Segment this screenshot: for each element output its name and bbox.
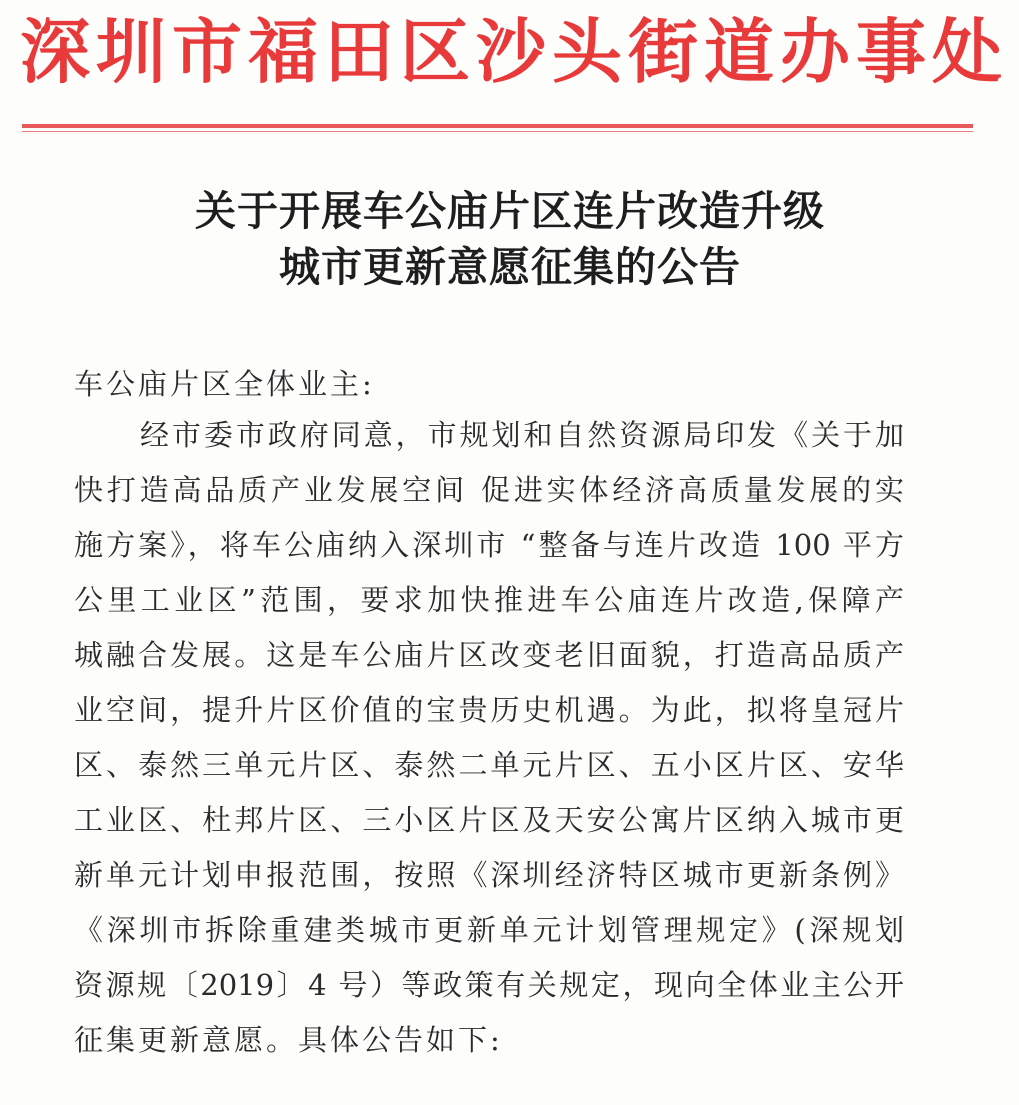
- body-line: 资源规〔2019〕4 号）等政策有关规定，现向全体业主公开: [74, 968, 904, 1002]
- body-line: 城融合发展。这是车公庙片区改变老旧面貌，打造高品质产: [74, 638, 904, 672]
- body-line: 工业区、杜邦片区、三小区片区及天安公寓片区纳入城市更: [74, 803, 904, 837]
- body-line: 业空间，提升片区价值的宝贵历史机遇。为此，拟将皇冠片: [74, 693, 904, 727]
- body-line: 《深圳市拆除重建类城市更新单元计划管理规定》(深规划: [74, 913, 904, 947]
- body-line: 经市委市政府同意，市规划和自然资源局印发《关于加: [140, 418, 904, 452]
- document-title-line-1: 关于开展车公庙片区连片改造升级: [195, 187, 825, 235]
- letterhead-org-name: 深圳市福田区沙头街道办事处: [20, 10, 1008, 93]
- salutation: 车公庙片区全体业主:: [74, 367, 375, 401]
- body-line: 公里工业区”范围，要求加快推进车公庙连片改造,保障产: [74, 583, 904, 617]
- body-line: 新单元计划申报范围，按照《深圳经济特区城市更新条例》: [74, 858, 904, 892]
- body-line: 区、泰然三单元片区、泰然二单元片区、五小区片区、安华: [74, 748, 904, 782]
- letterhead-rule-thin: [22, 131, 973, 132]
- body-line: 征集更新意愿。具体公告如下:: [74, 1023, 503, 1057]
- body-line: 快打造高品质产业发展空间 促进实体经济高质量发展的实: [74, 473, 904, 507]
- letterhead-rule-thick: [22, 124, 973, 128]
- body-line: 施方案》，将车公庙纳入深圳市 “整备与连片改造 100 平方: [74, 528, 904, 562]
- document-title-line-2: 城市更新意愿征集的公告: [279, 243, 741, 291]
